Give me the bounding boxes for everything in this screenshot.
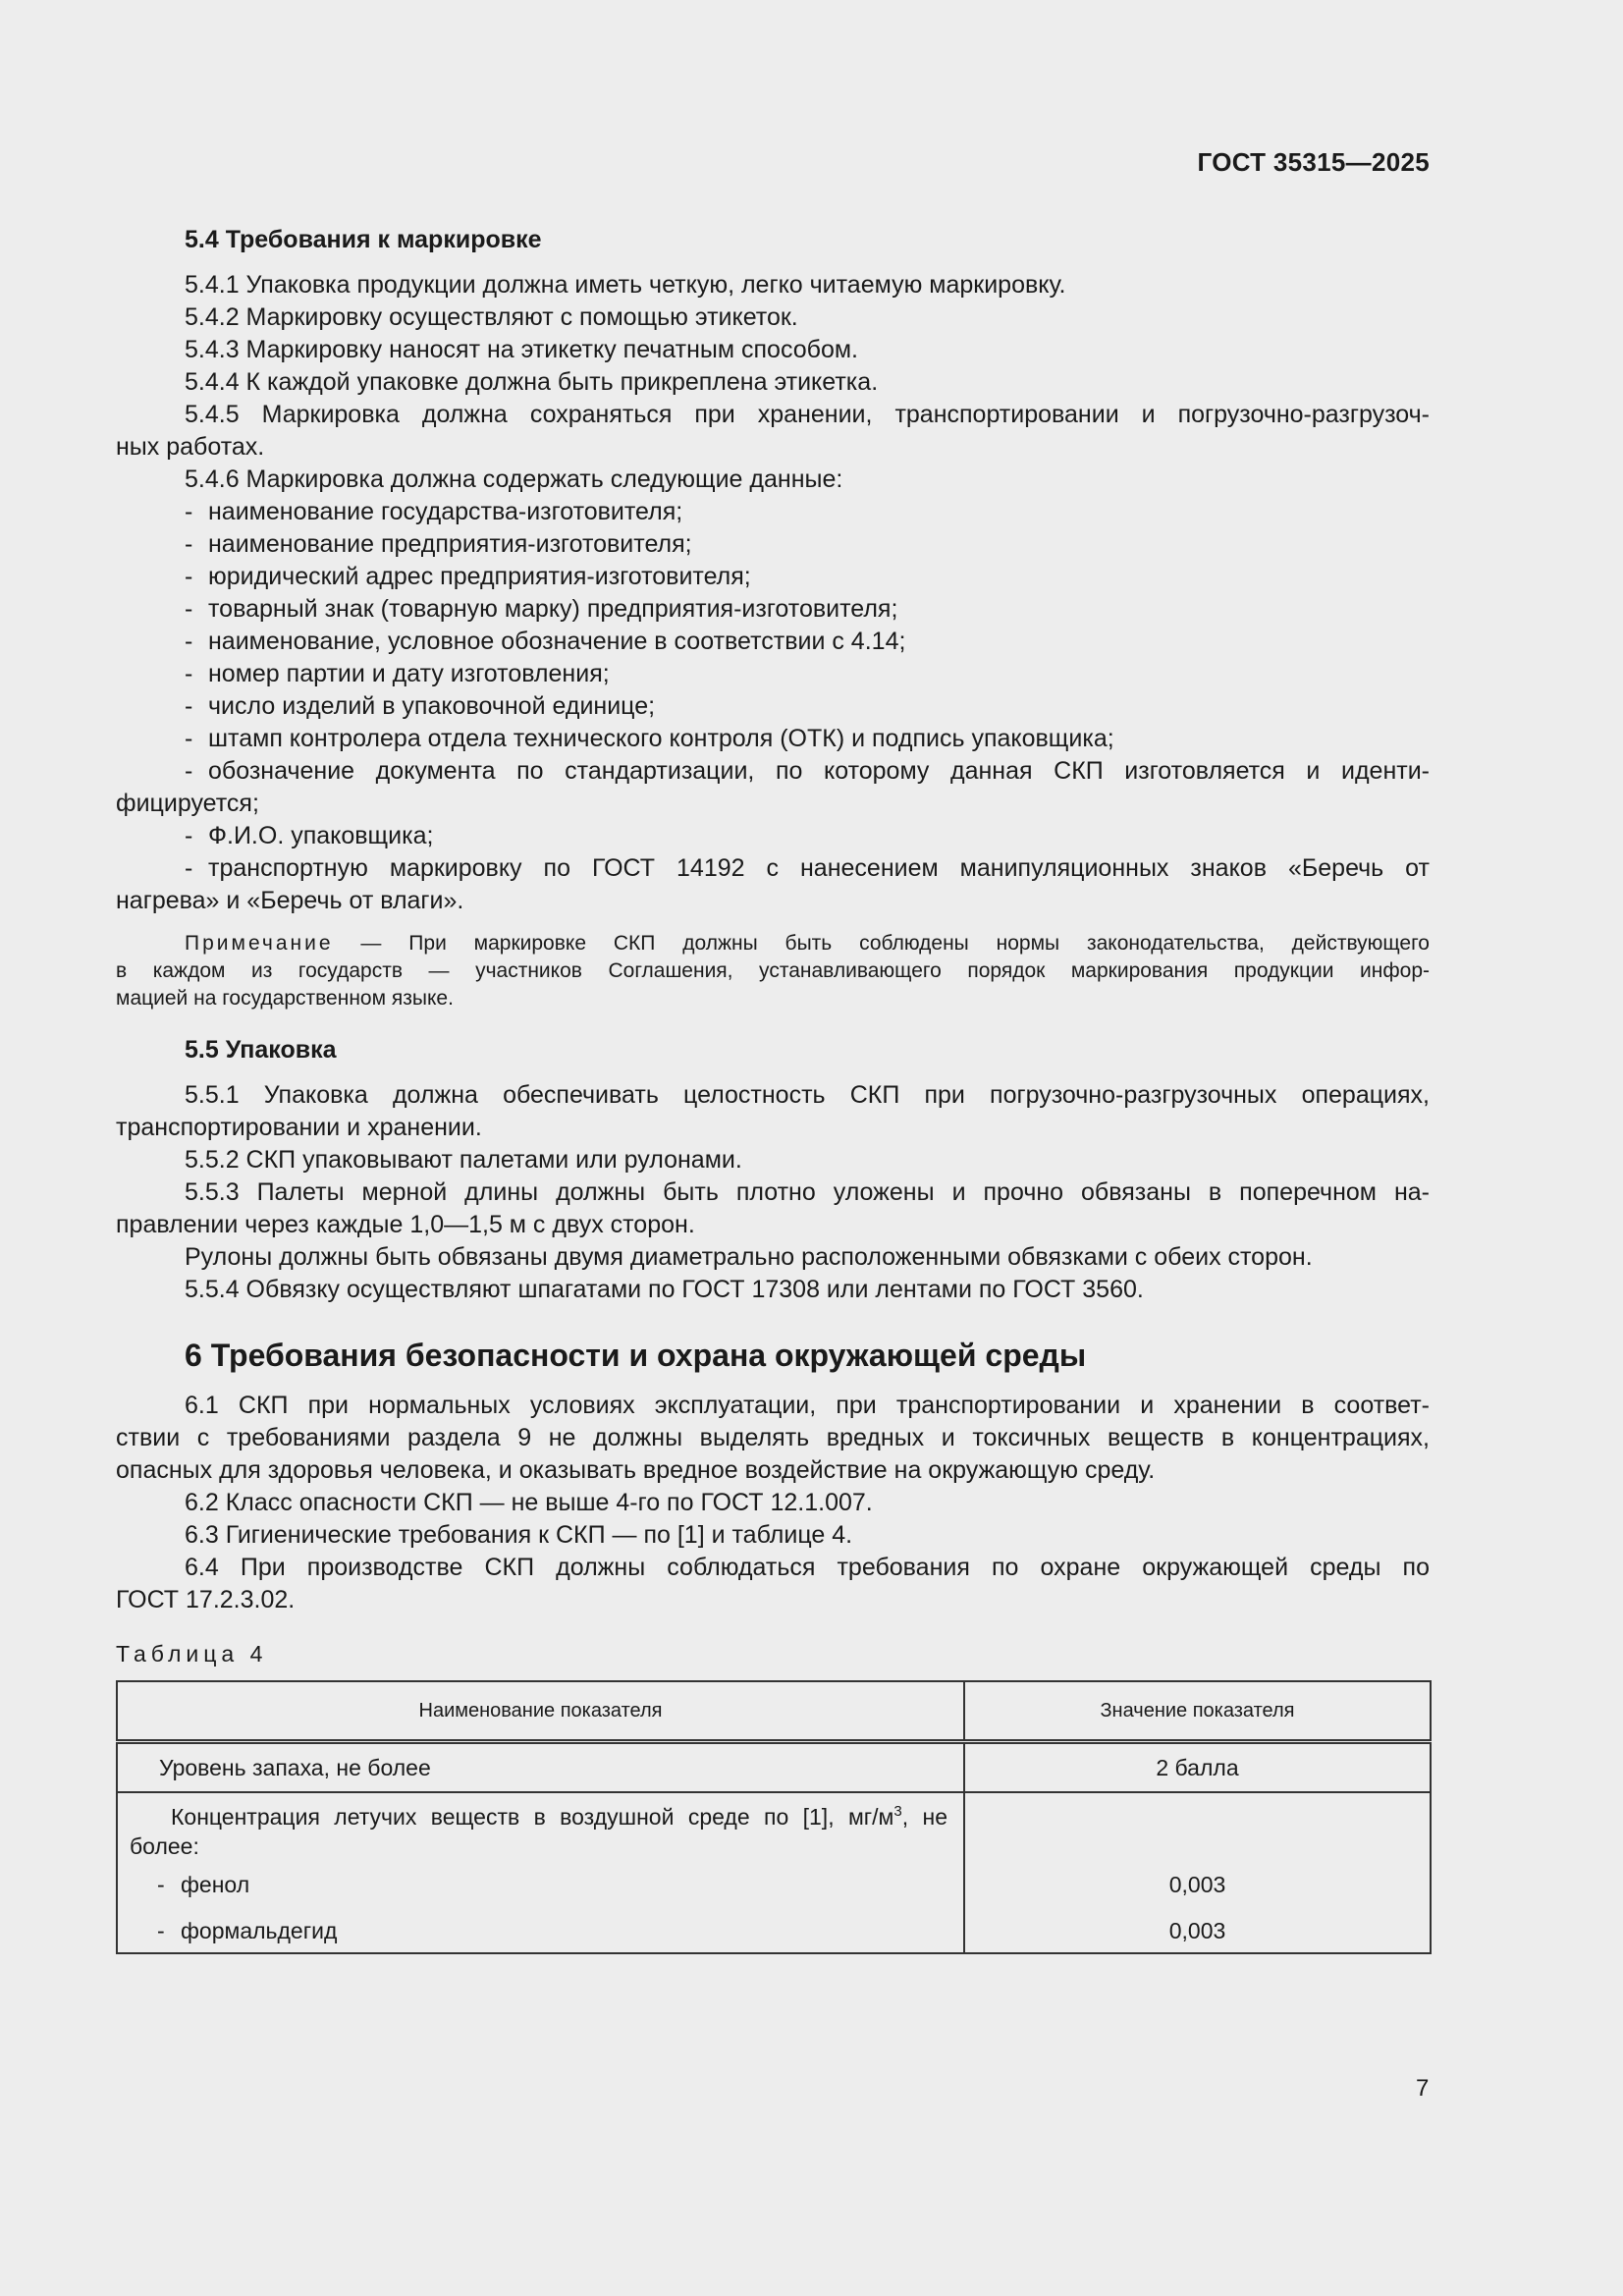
list-item: - номер партии и дату изготовления; (185, 660, 610, 687)
paragraph-5-5-1: 5.5.1 Упаковка должна обеспечивать целостность СКП при погрузочно-разгрузочных операциях, транспортировании и хранении. (116, 1081, 1430, 1141)
page-body (116, 224, 1430, 1954)
table-cell: - формальдегид (117, 1909, 964, 1953)
paragraph-5-4-1: 5.4.1 Упаковка продукции должна иметь четкую, легко читаемую маркировку. (185, 271, 1066, 299)
table-row (117, 1909, 1431, 1953)
paragraph-5-4-5 (116, 399, 1430, 464)
paragraph-6-1: 6.1 СКП при нормальных условиях эксплуатации, при транспортировании и хранении в соответ- ствии с требованиями раздела 9 не должны выделять вредных и токсичных веществ в концентрациях, опасных для здоровья человека, и оказывать вредное воздействие на окружающую среду. (116, 1392, 1430, 1484)
list-item: - наименование, условное обозначение в соответствии с 4.14; (185, 628, 906, 655)
table-row (117, 1742, 1431, 1793)
table-row (117, 1861, 1431, 1909)
table-cell: Уровень запаха, не более (117, 1742, 964, 1793)
section-6-title: 6 Требования безопасности и охрана окружающей среды (185, 1338, 1087, 1373)
list-item: - наименование предприятия-изготовителя; (185, 530, 692, 558)
table-header-cell: Значение показателя (964, 1681, 1431, 1742)
paragraph-5-5-2: 5.5.2 СКП упаковывают палетами или рулонами. (185, 1146, 742, 1174)
paragraph-5-4-4: 5.4.4 К каждой упаковке должна быть прикреплена этикетка. (185, 368, 879, 396)
table-cell: 0,003 (964, 1909, 1431, 1953)
list-item: - юридический адрес предприятия-изготовителя; (185, 563, 751, 590)
marking-data-list (116, 496, 1430, 755)
table-header-row (117, 1681, 1431, 1742)
paragraph-5-5-3: 5.5.3 Палеты мерной длины должны быть плотно уложены и прочно обвязаны в поперечном на- правлении через каждые 1,0—1,5 м с двух сторон. (116, 1178, 1430, 1238)
paragraph-5-4-6: 5.4.6 Маркировка должна содержать следующие данные: (185, 465, 843, 493)
list-item: - обозначение документа по стандартизации, по которому данная СКП изготовляется и иденти- фицируется; (116, 757, 1430, 817)
paragraph-6-2: 6.2 Класс опасности СКП — не выше 4-го по ГОСТ 12.1.007. (185, 1489, 873, 1516)
section-5-4-title: 5.4 Требования к маркировке (185, 226, 542, 253)
table-cell: 2 балла (964, 1742, 1431, 1793)
note-label: Примечание (185, 932, 334, 955)
table-caption: Таблица 4 (116, 1641, 268, 1667)
list-item: - транспортную маркировку по ГОСТ 14192 с нанесением манипуляционных знаков «Беречь от нагрева» и «Беречь от влаги». (116, 854, 1430, 914)
table-header-cell: Наименование показателя (117, 1681, 964, 1742)
page-number: 7 (1416, 2075, 1430, 2102)
table-cell: Концентрация летучих веществ в воздушной среде по [1], $мг/м^3$, не более: (117, 1792, 964, 1861)
document-designation: ГОСТ 35315—2025 (1197, 147, 1430, 177)
paragraph-5-4-3: 5.4.3 Маркировку наносят на этикетку печатным способом. (185, 336, 858, 363)
paragraph-6-3: 6.3 Гигиенические требования к СКП — по [1] и таблице 4. (185, 1521, 853, 1549)
list-item: - число изделий в упаковочной единице; (185, 692, 656, 720)
section-5-5-title: 5.5 Упаковка (185, 1036, 337, 1064)
table-cell: - фенол (117, 1861, 964, 1909)
paragraph-6-4: 6.4 При производстве СКП должны соблюдаться требования по охране окружающей среды по ГОСТ 17.2.3.02. (116, 1554, 1430, 1613)
list-item: - Ф.И.О. упаковщика; (185, 822, 434, 849)
paragraph-rolls: Рулоны должны быть обвязаны двумя диаметрально расположенными обвязками с обеих сторон. (185, 1243, 1313, 1271)
paragraph-line: 5.4.5 Маркировка должна сохраняться при хранении, транспортировании и погрузочно-разгрузоч- (185, 401, 1430, 428)
table-cell: 0,003 (964, 1861, 1431, 1909)
table-cell (964, 1792, 1431, 1861)
paragraph-5-4-2: 5.4.2 Маркировку осуществляют с помощью этикеток. (185, 303, 798, 331)
list-item: - наименование государства-изготовителя; (185, 498, 683, 525)
list-item: - товарный знак (товарную марку) предприятия-изготовителя; (185, 595, 898, 623)
note: Примечание — При маркировке СКП должны быть соблюдены нормы законодательства, действующего в каждом из государств — участников Соглашения, устанавливающего порядок маркирования продукции инфор- мацией на государственном языке. (116, 932, 1430, 1010)
paragraph-line: ных работах. (116, 433, 265, 461)
paragraph-5-5-4: 5.5.4 Обвязку осуществляют шпагатами по ГОСТ 17308 или лентами по ГОСТ 3560. (185, 1276, 1144, 1303)
table-row (117, 1792, 1431, 1861)
table-4 (116, 1680, 1432, 1954)
list-item: - штамп контролера отдела технического контроля (ОТК) и подпись упаковщика; (185, 725, 1114, 752)
